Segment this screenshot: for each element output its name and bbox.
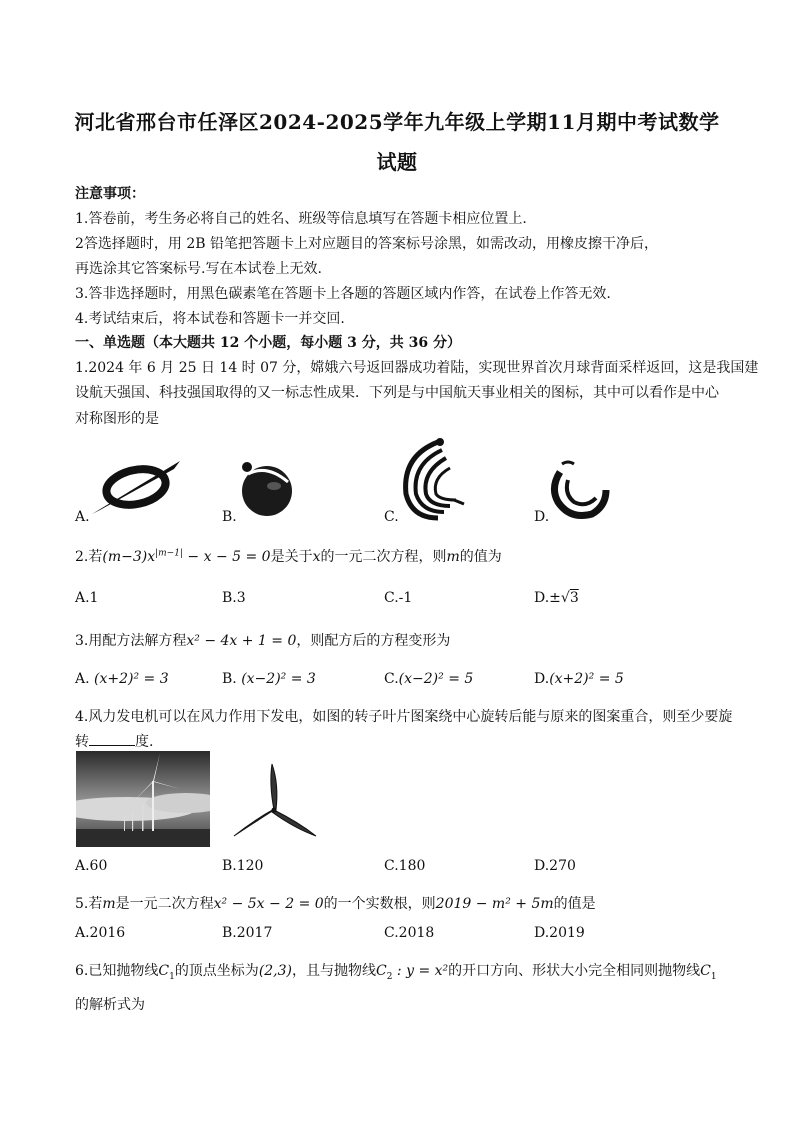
q1-figure-a-icon <box>88 458 184 516</box>
q1-line3: 对称图形的是 <box>75 411 159 427</box>
note-4: 4.考试结束后，将本试卷和答题卡一并交回. <box>75 311 345 327</box>
q2-prefix: 2.若 <box>75 549 103 565</box>
q2-option-a: A.1 <box>75 590 99 606</box>
q2-suffix: 的值为 <box>459 549 502 565</box>
wind-turbine-photo <box>76 751 210 847</box>
q6-c1b-sub: 1 <box>710 971 717 982</box>
q6-mid: 的顶点坐标为 <box>174 963 259 979</box>
q6-c1-sub: 1 <box>169 971 175 982</box>
q4-line1: 4.风力发电机可以在风力作用下发电，如图的转子叶片图案绕中心旋转后能与原来的图案重合，则至少要旋 <box>75 709 733 725</box>
q3-option-c <box>384 671 473 687</box>
q3-option-d <box>534 671 624 687</box>
q3-prefix: 3.用配方法解方程 <box>75 633 187 649</box>
q6-vertex: (2,3) <box>258 963 293 979</box>
q1-figure-c-icon <box>398 438 470 522</box>
q5-equation: x² − 5x − 2 = 0 <box>213 896 324 912</box>
q3-option-d-expr: (x+2)² = 5 <box>549 671 624 687</box>
q5-expr: 2019 − m² + 5m <box>435 896 554 912</box>
q5-var-m: m <box>102 896 116 912</box>
q5-option-d: D.2019 <box>534 925 585 941</box>
q3-option-b <box>222 671 316 687</box>
q6-c1: C <box>158 963 170 979</box>
q2-exponent: |m−1| <box>155 548 183 559</box>
q1-option-a: A. <box>75 509 90 525</box>
q3-option-a <box>75 671 169 687</box>
q6-c2-sub: 2 <box>386 971 393 982</box>
sqrt-icon: √ <box>560 590 570 606</box>
q5-option-b: B.2017 <box>222 925 273 941</box>
q4-line2 <box>75 731 730 751</box>
q5-mid: 是一元二次方程 <box>115 896 214 912</box>
q4-option-d: D.270 <box>534 858 576 874</box>
note-3: 3.答非选择题时，用黑色碳素笔在答题卡上各题的答题区域内作答，在试卷上作答无效. <box>75 286 611 302</box>
q3-option-c-label: C. <box>384 671 399 687</box>
q2-var-m: m <box>446 549 460 565</box>
note-2a: 2答选择题时，用 2B 铅笔把答题卡上对应题目的答案标号涂黑，如需改动，用橡皮擦干净后， <box>75 236 659 252</box>
q6-line2: 的解析式为 <box>75 997 145 1013</box>
q1-figure-b-icon <box>236 458 298 520</box>
note-1: 1.答卷前，考生务必将自己的姓名、班级等信息填写在答题卡相应位置上. <box>75 211 527 227</box>
q5-prefix: 5.若 <box>75 896 103 912</box>
q2-option-d <box>534 590 579 606</box>
q5-option-a: A.2016 <box>75 925 126 941</box>
q6-c2: C <box>376 963 387 979</box>
q3-stem <box>75 630 730 650</box>
q4-line2-suffix: 度. <box>135 734 154 750</box>
q2-option-d-label: D.± <box>534 590 561 606</box>
q2-expr-tail: − x − 5 = 0 <box>182 549 271 565</box>
q5-mid2: 的一个实数根，则 <box>323 896 436 912</box>
q6-mid2: ，且与抛物线 <box>292 963 377 979</box>
q3-option-a-expr: (x+2)² = 3 <box>94 671 169 687</box>
q4-line2-prefix: 转 <box>75 734 89 750</box>
q3-option-b-expr: (x−2)² = 3 <box>241 671 316 687</box>
notes-heading: 注意事项： <box>75 186 145 202</box>
exam-title-line2: 试题 <box>376 150 418 174</box>
q6-stem <box>75 960 730 982</box>
q5-option-c: C.2018 <box>384 925 435 941</box>
q3-suffix: ，则配方后的方程变形为 <box>296 633 451 649</box>
q4-option-c: C.180 <box>384 858 426 874</box>
q3-equation: x² − 4x + 1 = 0 <box>186 633 297 649</box>
q3-option-a-label: A. <box>75 671 90 687</box>
q6-c2-eq: : y = x² <box>392 963 449 979</box>
exam-title-line1: 河北省邢台市任泽区2024-2025学年九年级上学期11月期中考试数学 <box>74 110 720 134</box>
q1-line2: 设航天强国、科技强国取得的又一标志性成果．下列是与中国航天事业相关的图标，其中可以看作是中心 <box>75 385 719 401</box>
q6-c1b: C <box>700 963 711 979</box>
q6-prefix: 6.已知抛物线 <box>75 963 159 979</box>
q2-option-b: B.3 <box>222 590 246 606</box>
q2-expr-head: (m−3)x <box>102 549 156 565</box>
q2-stem <box>75 546 730 566</box>
q1-option-d: D. <box>534 509 550 525</box>
q5-suffix: 的值是 <box>553 896 596 912</box>
q1-option-c: C. <box>384 509 399 525</box>
q3-option-b-label: B. <box>222 671 237 687</box>
q1-figure-d-icon <box>548 458 610 520</box>
q4-answer-blank <box>89 731 135 746</box>
q6-mid3: 的开口方向、形状大小完全相同则抛物线 <box>448 963 701 979</box>
q1-option-b: B. <box>222 509 237 525</box>
q4-option-b: B.120 <box>222 858 264 874</box>
q2-mid: 是关于 <box>270 549 313 565</box>
q5-stem <box>75 893 730 913</box>
q4-option-a: A.60 <box>75 858 108 874</box>
q2-var-x: x <box>312 549 321 565</box>
q2-option-c: C.-1 <box>384 590 413 606</box>
q2-mid2: 的一元二次方程，则 <box>320 549 447 565</box>
q2-option-d-radicand: 3 <box>569 590 579 606</box>
q3-option-c-expr: (x−2)² = 5 <box>398 671 474 687</box>
rotor-blade-icon <box>232 762 318 840</box>
section1-heading: 一、单选题（本大题共 12 个小题，每小题 3 分，共 36 分） <box>75 335 461 351</box>
note-2b: 再选涂其它答案标号.写在本试卷上无效. <box>75 261 322 277</box>
q3-option-d-label: D. <box>534 671 550 687</box>
q1-line1: 1.2024 年 6 月 25 日 14 时 07 分，嫦娥六号返回器成功着陆，实现世界首次月球背面采样返回，这是我国建 <box>75 360 759 376</box>
